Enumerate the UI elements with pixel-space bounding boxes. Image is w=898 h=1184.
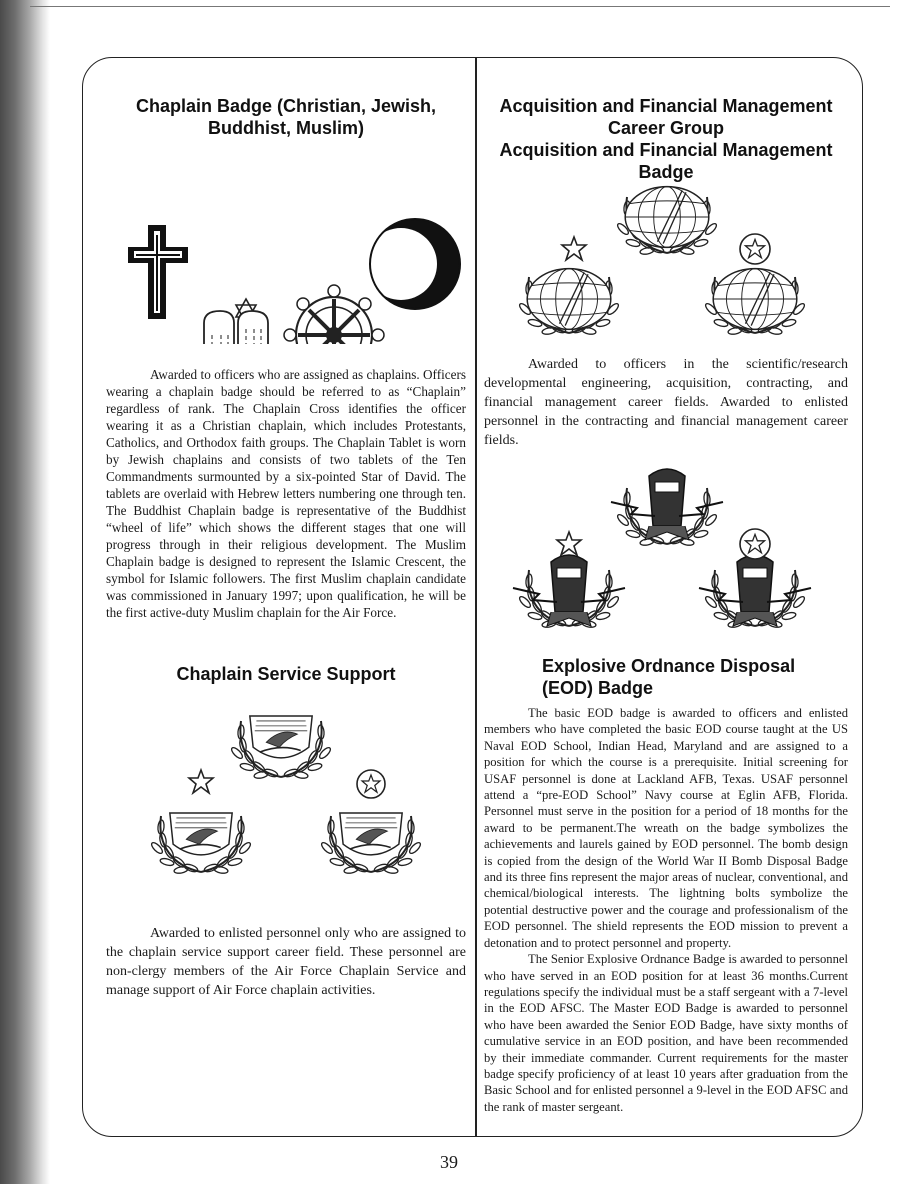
- senior-eod-badge: [513, 532, 625, 628]
- acquisition-figure: [484, 183, 848, 343]
- left-column: [106, 95, 466, 1000]
- column-divider: [475, 57, 477, 1137]
- eod-paragraph-basic: The basic EOD badge is awarded to officers and enlisted members who have completed the basic EOD course taught at the US Naval EOD School, Indian Head, Maryland and are assigned to a position for which the course is a prerequisite. Initial screening for USAF personnel is done at Lackland AFB, Texas. USAF personnel attend a “pre-EOD School” Navy course at Eglin AFB, Florida. Personnel must serve in the position for a period of 18 months for the award to be permanent.The wreath on the badge symbolizes the achievements and laurels gained by EOD personnel. The bomb design is copied from the design of the World War II Bomb Disposal Badge and its three fins represent the major areas of nuclear, conventional, and chemical/biological interests. The lightning bolts symbolize the potential destructive power and the courage and professionalism of the EOD personnel. The shield represents the EOD mission to prevent a detonation and to protect personnel and property.: [484, 706, 848, 950]
- chaplain-badges-illustration: [106, 139, 466, 344]
- acquisition-description: Awarded to officers in the scientific/research developmental engineering, acquisition, contracting, and financial management career fields. Awarded to enlisted personnel in the contracting and financial management career fields.: [484, 357, 848, 448]
- chaplain-badges-figure: [106, 139, 466, 344]
- acquisition-title: Acquisition and Financial Management Career Group Acquisition and Financial Management Badge: [499, 96, 833, 182]
- chaplain-badge-title: Chaplain Badge (Christian, Jewish, Buddhist, Muslim): [135, 96, 437, 138]
- eod-badge-icon: [611, 469, 723, 546]
- service-support-figure: [106, 699, 466, 904]
- page-number: 39: [440, 1152, 458, 1172]
- master-eod-badge: [699, 529, 811, 628]
- service-support-description: Awarded to enlisted personnel only who are assigned to the chaplain service support career field. These personnel are non-clergy members of the Air Force Chaplain Service and manage support of Air Force chaplain activities.: [106, 926, 466, 998]
- master-acquisition-badge: [704, 234, 806, 335]
- buddhist-wheel-icon: [284, 285, 384, 344]
- eod-description: [484, 705, 848, 1115]
- acquisition-badge-icon: [616, 187, 718, 256]
- eod-badges-illustration: [484, 466, 848, 651]
- right-column: [484, 95, 848, 1115]
- senior-acquisition-badge: [518, 237, 620, 335]
- chaplain-badge-description: Awarded to officers who are assigned as chaplains. Officers wearing a chaplain badge should be referred to as “Chaplain” regardless of rank. The Chaplain Cross identifies the officer wearing it as a Christian chaplain, which includes Protestants, Catholics, and Orthodox faith groups. The Chaplain Tablet is worn by Jewish chaplains and consists of two tablets of the Ten Commandments surmounted by a six-pointed Star of David. The tablets are overlaid with Hebrew letters numbering one through ten. The Buddhist Chaplain badge is representative of the Buddhist “wheel of life” which shows the different stages that one will progress through in their religious development. The Muslim Chaplain badge is designed to represent the Islamic Crescent, the symbol for Islamic followers. The first Muslim chaplain candidate was commissioned in January 1997; upon qualification, he will be the first active-duty Muslim chaplain for the Air Force.: [106, 367, 466, 620]
- eod-title: Explosive Ordnance Disposal (EOD) Badge: [542, 656, 796, 698]
- crescent-icon: [365, 219, 460, 309]
- acquisition-badges-illustration: [484, 183, 848, 343]
- top-rule: [30, 6, 890, 7]
- service-support-badge-icon: [230, 716, 332, 779]
- eod-paragraph-senior-master: The Senior Explosive Ordnance Badge is awarded to personnel who have served in an EOD position for at least 36 months.Current regulations specify the individual must be a staff sergeant with a 7-level in the EOD AFSC. The Master EOD Badge is awarded to personnel who have been awarded the Senior EOD Badge, have sixty months of cumulative service in an EOD position, and have been recommended by their immediate commander. Current requirements for the master badge specify proficiency of at least 10 years after graduation from the Basic School and for enlisted personnel a 9-level in the EOD AFSC and the rank of master sergeant.: [484, 952, 848, 1114]
- chaplain-cross-icon: [128, 225, 188, 319]
- book-spine-shadow: [0, 0, 50, 1184]
- senior-service-support-badge: [150, 770, 252, 874]
- jewish-tablets-icon: [204, 299, 268, 344]
- eod-figure: [484, 466, 848, 651]
- star-icon: [189, 770, 213, 793]
- master-service-support-badge: [320, 770, 422, 874]
- service-support-title: Chaplain Service Support: [176, 664, 396, 684]
- service-support-badges-illustration: [106, 699, 466, 904]
